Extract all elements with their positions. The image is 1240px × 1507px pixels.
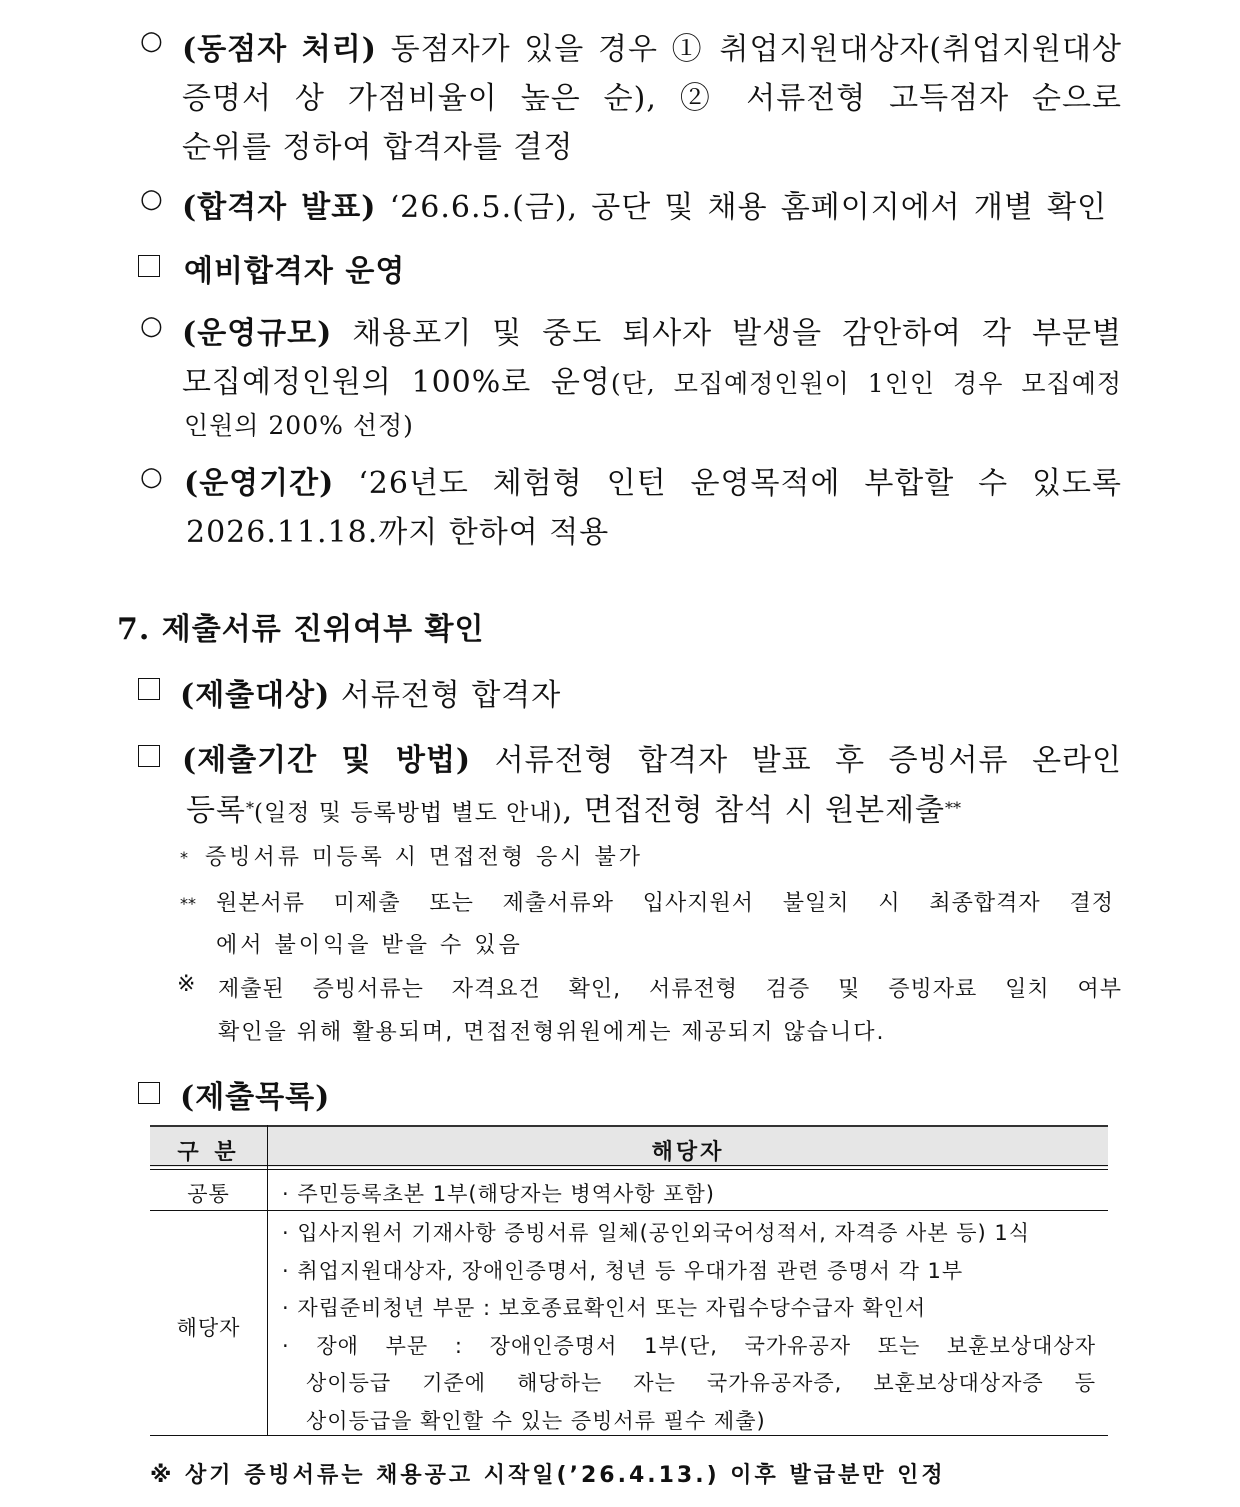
- list-title: (제출목록): [180, 1080, 331, 1115]
- table-cell-item: 상이등급을 확인할 수 있는 증빙서류 필수 제출): [306, 1409, 766, 1433]
- table-cell-item: · 취업지원대상자, 장애인증명서, 청년 등 우대가점 관련 증명서 각 1부: [282, 1259, 964, 1283]
- table-row-category: 공통: [187, 1182, 230, 1206]
- period-line1: [184, 458, 1122, 502]
- footnote-mark: **: [945, 798, 962, 818]
- announce-text: ‘26.6.5.(금), 공단 및 채용 홈페이지에서 개별 확인: [389, 190, 1107, 225]
- note2-line1: 원본서류 미제출 또는 제출서류와 입사지원서 불일치 시 최종합격자 결정: [216, 891, 1114, 916]
- table-header-category: 구 분: [177, 1140, 240, 1165]
- bullet-circle-icon: ○: [140, 462, 163, 492]
- footer-note: ※ 상기 증빙서류는 채용공고 시작일(’26.4.13.) 이후 발급분만 인정: [150, 1463, 946, 1488]
- target-line: [180, 670, 561, 714]
- scale-label: (운영규모): [182, 316, 333, 351]
- scale-line1: [182, 308, 1122, 352]
- checkbox-square-icon: [138, 745, 160, 771]
- checkbox-square-icon: [138, 678, 160, 704]
- checkbox-square-icon: [138, 255, 160, 281]
- period-text-1: ‘26년도 체험형 인턴 운영목적에 부합할 수 있도록: [358, 466, 1123, 501]
- section7-heading: 7. 제출서류 진위여부 확인: [117, 612, 485, 647]
- note2-line2: 에서 불이익을 받을 수 있음: [216, 933, 523, 958]
- note3-line1: 제출된 증빙서류는 자격요건 확인, 서류전형 검증 및 증빙자료 일치 여부: [218, 977, 1122, 1002]
- method-label: (제출기간 및 방법): [182, 743, 472, 778]
- bullet-circle-icon: ○: [140, 311, 163, 341]
- method-text-2-small: (일정 및 등록방법 별도 안내): [253, 800, 563, 826]
- method-text-2a: 등록: [186, 793, 246, 828]
- target-text: 서류전형 합격자: [340, 678, 562, 713]
- checkbox-square-icon: [138, 1082, 160, 1108]
- table-header-target: 해당자: [651, 1140, 725, 1165]
- bullet-circle-icon: ○: [140, 184, 163, 214]
- table-column-rule: [267, 1125, 268, 1436]
- note3-line2: 확인을 위해 활용되며, 면접전형위원에게는 제공되지 않습니다.: [218, 1020, 886, 1045]
- table-bottom-rule: [150, 1435, 1108, 1436]
- target-label: (제출대상): [180, 678, 331, 713]
- table-header-rule: [150, 1169, 1108, 1170]
- tie-line2: 증명서 상 가점비율이 높은 순), ② 서류전형 고득점자 순으로: [182, 81, 1122, 116]
- tie-label: (동점자 처리): [182, 32, 377, 67]
- tie-line1: [182, 24, 1122, 68]
- announce-label: (합격자 발표): [182, 190, 377, 225]
- table-cell-item: · 주민등록초본 1부(해당자는 병역사항 포함): [282, 1182, 715, 1206]
- method-text-1: 서류전형 합격자 발표 후 증빙서류 온라인: [494, 743, 1123, 778]
- table-cell-item: 상이등급 기준에 해당하는 자는 국가유공자증, 보훈보상대상자증 등: [306, 1371, 1096, 1395]
- tie-line3: 순위를 정하여 합격자를 결정: [182, 130, 574, 165]
- reference-mark-icon: ※: [177, 972, 196, 997]
- scale-line3: 인원의 200% 선정): [184, 411, 414, 440]
- note1-text: 증빙서류 미등록 시 면접전형 응시 불가: [205, 845, 643, 870]
- announce-line: [182, 182, 1107, 226]
- table-cell-item: · 자립준비청년 부문 : 보호종료확인서 또는 자립수당수급자 확인서: [282, 1296, 927, 1320]
- scale-text-2: 모집예정인원의 100%로 운영: [182, 365, 611, 400]
- table-row-category: 해당자: [176, 1316, 241, 1340]
- method-line2: [186, 785, 961, 829]
- method-text-2b: , 면접전형 참석 시 원본제출: [562, 793, 946, 828]
- method-line1: [182, 735, 1122, 779]
- note1-mark: *: [180, 848, 188, 867]
- note2-mark: **: [180, 894, 196, 913]
- bullet-circle-icon: ○: [140, 26, 163, 56]
- scale-text-2-small: (단, 모집예정인원이 1인인 경우 모집예정: [610, 369, 1122, 398]
- table-cell-item: · 장애 부문 : 장애인증명서 1부(단, 국가유공자 또는 보훈보상대상자: [282, 1334, 1096, 1358]
- scale-text-1: 채용포기 및 중도 퇴사자 발생을 감안하여 각 부문별: [352, 316, 1122, 351]
- table-cell-item: · 입사지원서 기재사항 증빙서류 일체(공인외국어성적서, 자격증 사본 등) 1식: [282, 1221, 1031, 1245]
- period-line2: 2026.11.18.까지 한하여 적용: [186, 515, 610, 550]
- table-top-rule: [150, 1125, 1108, 1127]
- period-label: (운영기간): [184, 466, 335, 501]
- tie-text-1: 동점자가 있을 경우 ① 취업지원대상자(취업지원대상: [390, 32, 1122, 67]
- footnote-mark: *: [245, 798, 254, 818]
- scale-line2: [182, 357, 1122, 401]
- table-row-rule: [150, 1210, 1108, 1211]
- reserve-title: 예비합격자 운영: [184, 254, 406, 289]
